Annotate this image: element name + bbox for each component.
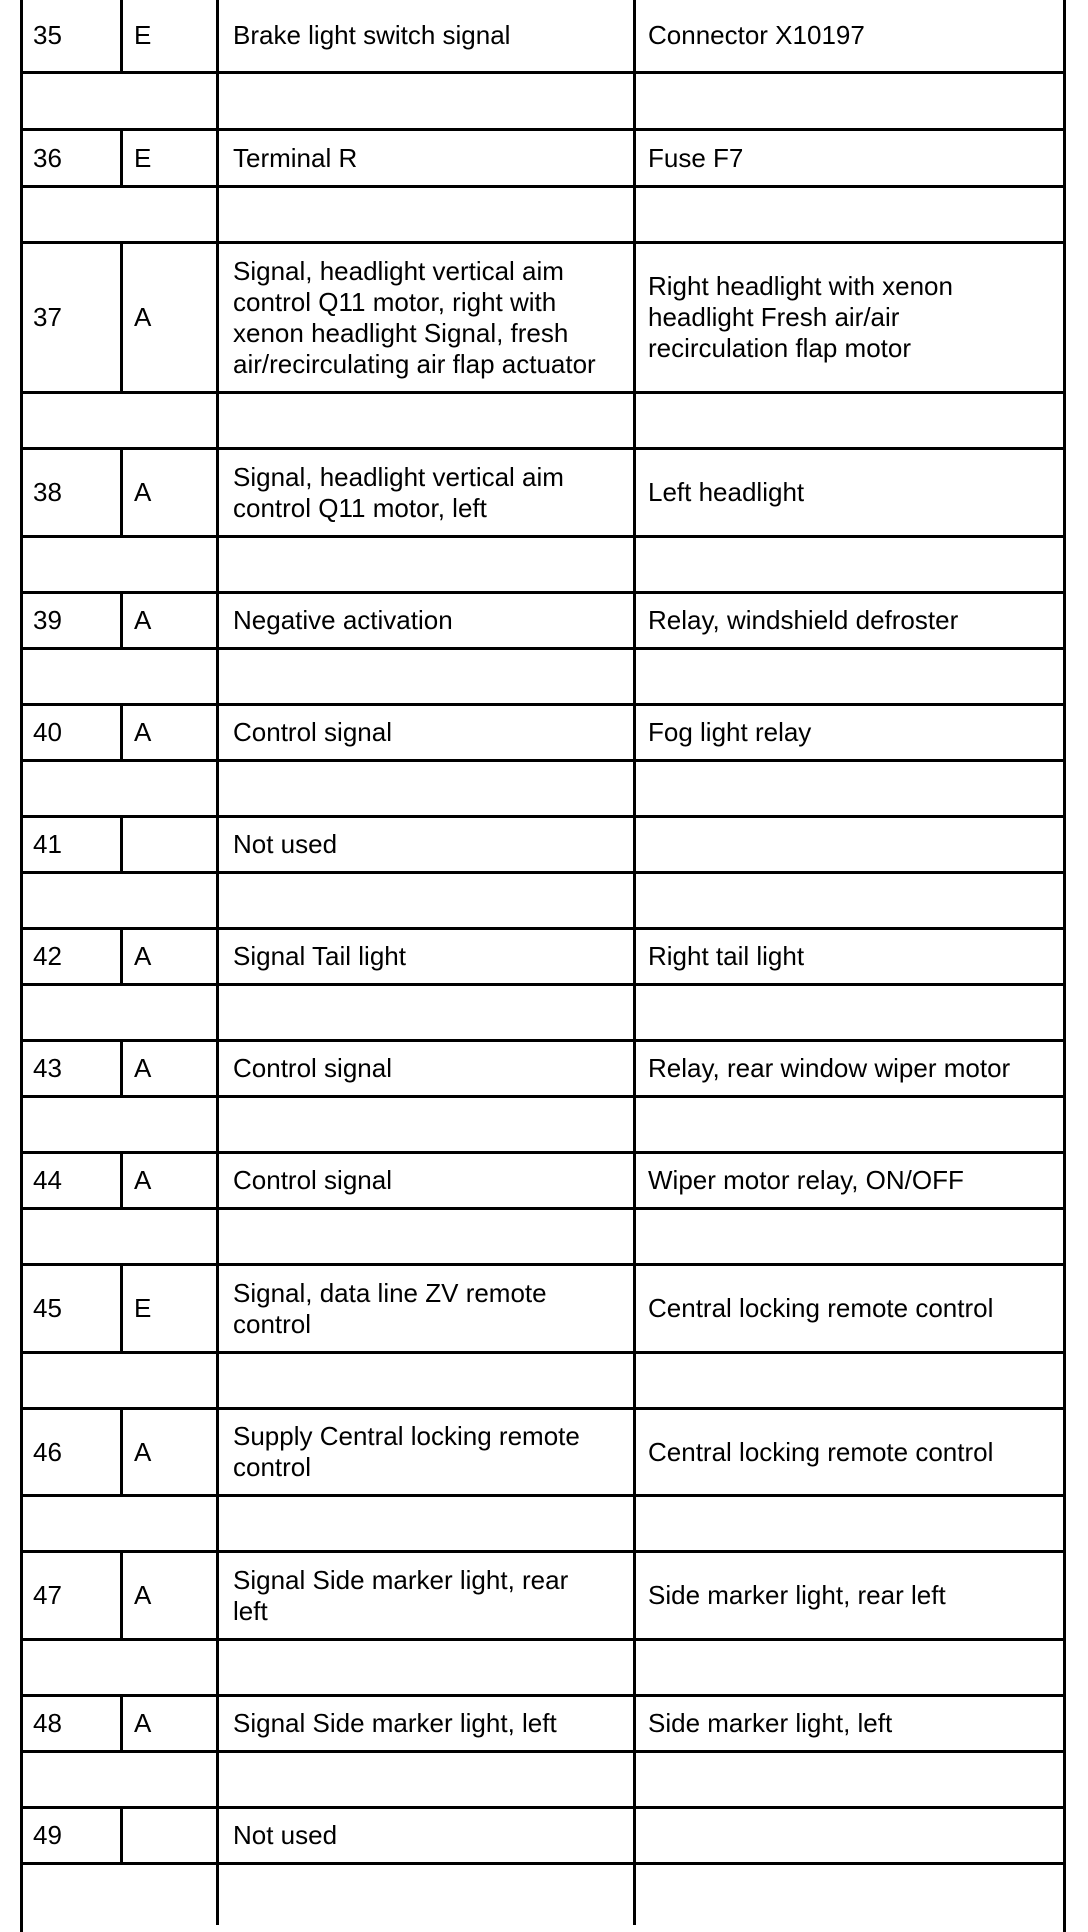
table-row: [23, 1553, 1063, 1641]
signal-type-cell: [120, 188, 216, 241]
signal-type-cell: [120, 1641, 216, 1694]
pin-number-cell: 36: [33, 142, 62, 173]
component-cell: Wiper motor relay, ON/OFF: [633, 1154, 1063, 1207]
signal-description-cell: [216, 762, 633, 815]
signal-type-cell: A: [120, 450, 216, 535]
component-cell: [633, 1210, 1063, 1263]
pin-number-cell: 45: [33, 1293, 62, 1323]
pin-number-cell: 44: [33, 1165, 62, 1195]
signal-type-cell: E: [120, 0, 216, 71]
spacer-row: [23, 762, 1063, 818]
signal-description-cell: [216, 394, 633, 447]
spacer-row: [23, 1098, 1063, 1154]
signal-description-cell: [216, 1354, 633, 1407]
component-cell: [633, 1865, 1063, 1925]
table-row: [23, 0, 1063, 74]
pin-number-cell: 41: [33, 829, 62, 859]
component-cell: Relay, rear window wiper motor: [633, 1042, 1063, 1095]
signal-type-cell: A: [120, 244, 216, 391]
pin-number-cell: [23, 1497, 120, 1550]
component-cell: [633, 650, 1063, 703]
signal-description-cell: Not used: [216, 818, 633, 871]
pin-number-cell: [23, 1098, 120, 1151]
table-row: [23, 1697, 1063, 1753]
spacer-row: [23, 1865, 1063, 1925]
component-cell: Fog light relay: [633, 706, 1063, 759]
pin-number-cell: 43: [33, 1053, 62, 1083]
pin-number-cell: [23, 1865, 120, 1925]
signal-description-cell: Signal, headlight vertical aim control Q11 motor, left: [216, 450, 633, 535]
component-cell: [633, 762, 1063, 815]
pin-number-cell: 35: [33, 20, 62, 50]
pin-number-cell: [23, 986, 120, 1039]
pin-number-cell: [23, 538, 120, 591]
component-cell: [633, 188, 1063, 241]
pin-number-cell: [23, 1753, 120, 1806]
pin-number-cell: 47: [33, 1580, 62, 1610]
component-cell: [633, 74, 1063, 128]
signal-type-cell: [120, 394, 216, 447]
component-cell: Right tail light: [633, 930, 1063, 983]
component-cell: [633, 1809, 1063, 1862]
signal-description-cell: Control signal: [216, 1154, 633, 1207]
pin-number-cell: [23, 188, 120, 241]
component-cell: Relay, windshield defroster: [633, 594, 1063, 647]
signal-description-cell: Control signal: [216, 706, 633, 759]
signal-description-cell: Brake light switch signal: [216, 0, 633, 71]
signal-type-cell: [120, 1098, 216, 1151]
component-cell: Fuse F7: [633, 131, 1063, 185]
signal-description-cell: [216, 1098, 633, 1151]
spacer-row: [23, 874, 1063, 930]
spacer-row: [23, 986, 1063, 1042]
component-cell: Central locking remote control: [633, 1410, 1063, 1494]
spacer-row: [23, 188, 1063, 244]
component-cell: Right headlight with xenon headlight Fresh air/air recirculation flap motor: [633, 244, 1063, 391]
signal-description-cell: Negative activation: [216, 594, 633, 647]
component-cell: [633, 818, 1063, 871]
signal-type-cell: [120, 1354, 216, 1407]
component-cell: Left headlight: [633, 450, 1063, 535]
pin-number-cell: [23, 74, 120, 128]
pin-number-cell: [23, 1210, 120, 1263]
signal-description-cell: Signal Side marker light, rear left: [216, 1553, 633, 1638]
signal-type-cell: A: [120, 706, 216, 759]
signal-type-cell: A: [120, 1697, 216, 1750]
component-cell: Side marker light, rear left: [633, 1553, 1063, 1638]
signal-description-cell: [216, 188, 633, 241]
signal-type-cell: [120, 1210, 216, 1263]
signal-type-cell: E: [120, 1266, 216, 1351]
signal-type-cell: [120, 1497, 216, 1550]
signal-description-cell: Signal Tail light: [216, 930, 633, 983]
signal-type-cell: [120, 818, 216, 871]
signal-description-cell: Terminal R: [216, 131, 633, 185]
signal-description-cell: [216, 1753, 633, 1806]
pin-number-cell: [23, 874, 120, 927]
table-row: [23, 818, 1063, 874]
signal-description-cell: Not used: [216, 1809, 633, 1862]
component-cell: [633, 1497, 1063, 1550]
signal-description-cell: [216, 986, 633, 1039]
pin-number-cell: 42: [33, 941, 62, 971]
signal-type-cell: [120, 650, 216, 703]
component-cell: [633, 1753, 1063, 1806]
spacer-row: [23, 1641, 1063, 1697]
signal-type-cell: A: [120, 930, 216, 983]
signal-description-cell: [216, 74, 633, 128]
signal-description-cell: [216, 1641, 633, 1694]
pin-number-cell: 48: [33, 1708, 62, 1738]
component-cell: Side marker light, left: [633, 1697, 1063, 1750]
signal-type-cell: A: [120, 1410, 216, 1494]
pin-number-cell: [23, 1354, 120, 1407]
component-cell: [633, 394, 1063, 447]
table-row: [23, 131, 1063, 188]
spacer-row: [23, 394, 1063, 450]
pin-number-cell: [23, 762, 120, 815]
pin-number-cell: [23, 1641, 120, 1694]
component-cell: [633, 986, 1063, 1039]
signal-description-cell: Signal, headlight vertical aim control Q11 motor, right with xenon headlight Signal, fresh air/recirculating air flap actuator: [216, 244, 633, 391]
component-cell: Central locking remote control: [633, 1266, 1063, 1351]
pin-number-cell: [23, 394, 120, 447]
signal-description-cell: Supply Central locking remote control: [216, 1410, 633, 1494]
pin-number-cell: 49: [33, 1820, 62, 1850]
table-row: [23, 1042, 1063, 1098]
pin-number-cell: 38: [33, 477, 62, 507]
signal-description-cell: [216, 538, 633, 591]
table-row: [23, 244, 1063, 394]
signal-description-cell: [216, 1497, 633, 1550]
component-cell: [633, 538, 1063, 591]
pin-number-cell: 40: [33, 717, 62, 747]
signal-type-cell: E: [120, 131, 216, 185]
signal-type-cell: [120, 1753, 216, 1806]
table-row: [23, 930, 1063, 986]
table-row: [23, 1410, 1063, 1497]
pin-number-cell: 39: [33, 605, 62, 635]
signal-description-cell: [216, 874, 633, 927]
spacer-row: [23, 1210, 1063, 1266]
signal-type-cell: [120, 986, 216, 1039]
component-cell: [633, 1098, 1063, 1151]
spacer-row: [23, 1497, 1063, 1553]
signal-type-cell: [120, 762, 216, 815]
table-row: [23, 1809, 1063, 1865]
spacer-row: [23, 74, 1063, 131]
spacer-row: [23, 538, 1063, 594]
signal-type-cell: [120, 874, 216, 927]
pin-number-cell: 37: [33, 302, 62, 332]
spacer-row: [23, 650, 1063, 706]
table-row: [23, 706, 1063, 762]
pin-assignment-table: [20, 0, 1066, 1932]
signal-description-cell: Signal Side marker light, left: [216, 1697, 633, 1750]
signal-type-cell: A: [120, 1042, 216, 1095]
signal-type-cell: A: [120, 594, 216, 647]
signal-description-cell: [216, 1210, 633, 1263]
table-row: [23, 450, 1063, 538]
component-cell: Connector X10197: [633, 0, 1063, 71]
signal-description-cell: [216, 650, 633, 703]
component-cell: [633, 1641, 1063, 1694]
table-row: [23, 594, 1063, 650]
signal-type-cell: [120, 74, 216, 128]
signal-type-cell: A: [120, 1154, 216, 1207]
signal-description-cell: Control signal: [216, 1042, 633, 1095]
pin-number-cell: [23, 650, 120, 703]
signal-type-cell: [120, 1809, 216, 1862]
component-cell: [633, 874, 1063, 927]
signal-type-cell: A: [120, 1553, 216, 1638]
signal-description-cell: Signal, data line ZV remote control: [216, 1266, 633, 1351]
signal-description-cell: [216, 1865, 633, 1925]
signal-type-cell: [120, 538, 216, 591]
signal-type-cell: [120, 1865, 216, 1925]
pin-number-cell: 46: [33, 1436, 62, 1467]
component-cell: [633, 1354, 1063, 1407]
table-row: [23, 1266, 1063, 1354]
table-row: [23, 1154, 1063, 1210]
spacer-row: [23, 1354, 1063, 1410]
spacer-row: [23, 1753, 1063, 1809]
